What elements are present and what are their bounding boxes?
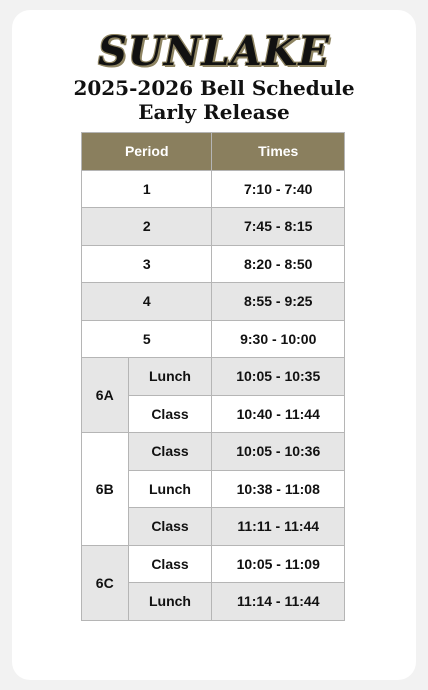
sub-label-cell: Class [128,395,212,433]
times-header: Times [212,133,345,171]
sub-label-cell: Class [128,433,212,471]
sub-label-cell: Class [128,545,212,583]
table-row [82,545,345,583]
period-group-cell: 6B [82,433,129,546]
table-row [82,433,345,471]
bell-schedule-table [81,132,345,621]
schedule-subtitle: Early Release [138,100,290,124]
table-row [82,170,345,208]
period-cell: 4 [82,283,212,321]
table-row [82,320,345,358]
time-cell: 10:05 - 11:09 [212,545,345,583]
time-cell: 8:20 - 8:50 [212,245,345,283]
period-cell: 5 [82,320,212,358]
sub-label-cell: Lunch [128,358,212,396]
time-cell: 7:10 - 7:40 [212,170,345,208]
time-cell: 10:38 - 11:08 [212,470,345,508]
period-group-cell: 6C [82,545,129,620]
table-row [82,208,345,246]
table-row [82,283,345,321]
school-logo: SUNLAKE [98,28,330,75]
time-cell: 10:05 - 10:35 [212,358,345,396]
period-cell: 2 [82,208,212,246]
time-cell: 8:55 - 9:25 [212,283,345,321]
period-header: Period [82,133,212,171]
sub-label-cell: Lunch [128,470,212,508]
table-row [82,245,345,283]
period-cell: 1 [82,170,212,208]
time-cell: 10:40 - 11:44 [212,395,345,433]
sub-label-cell: Lunch [128,583,212,621]
time-cell: 11:14 - 11:44 [212,583,345,621]
period-cell: 3 [82,245,212,283]
period-group-cell: 6A [82,358,129,433]
time-cell: 10:05 - 10:36 [212,433,345,471]
table-header-row [82,133,345,171]
sub-label-cell: Class [128,508,212,546]
time-cell: 9:30 - 10:00 [212,320,345,358]
schedule-card [12,10,416,680]
schedule-title: 2025-2026 Bell Schedule [73,76,355,100]
table-row [82,358,345,396]
time-cell: 11:11 - 11:44 [212,508,345,546]
time-cell: 7:45 - 8:15 [212,208,345,246]
